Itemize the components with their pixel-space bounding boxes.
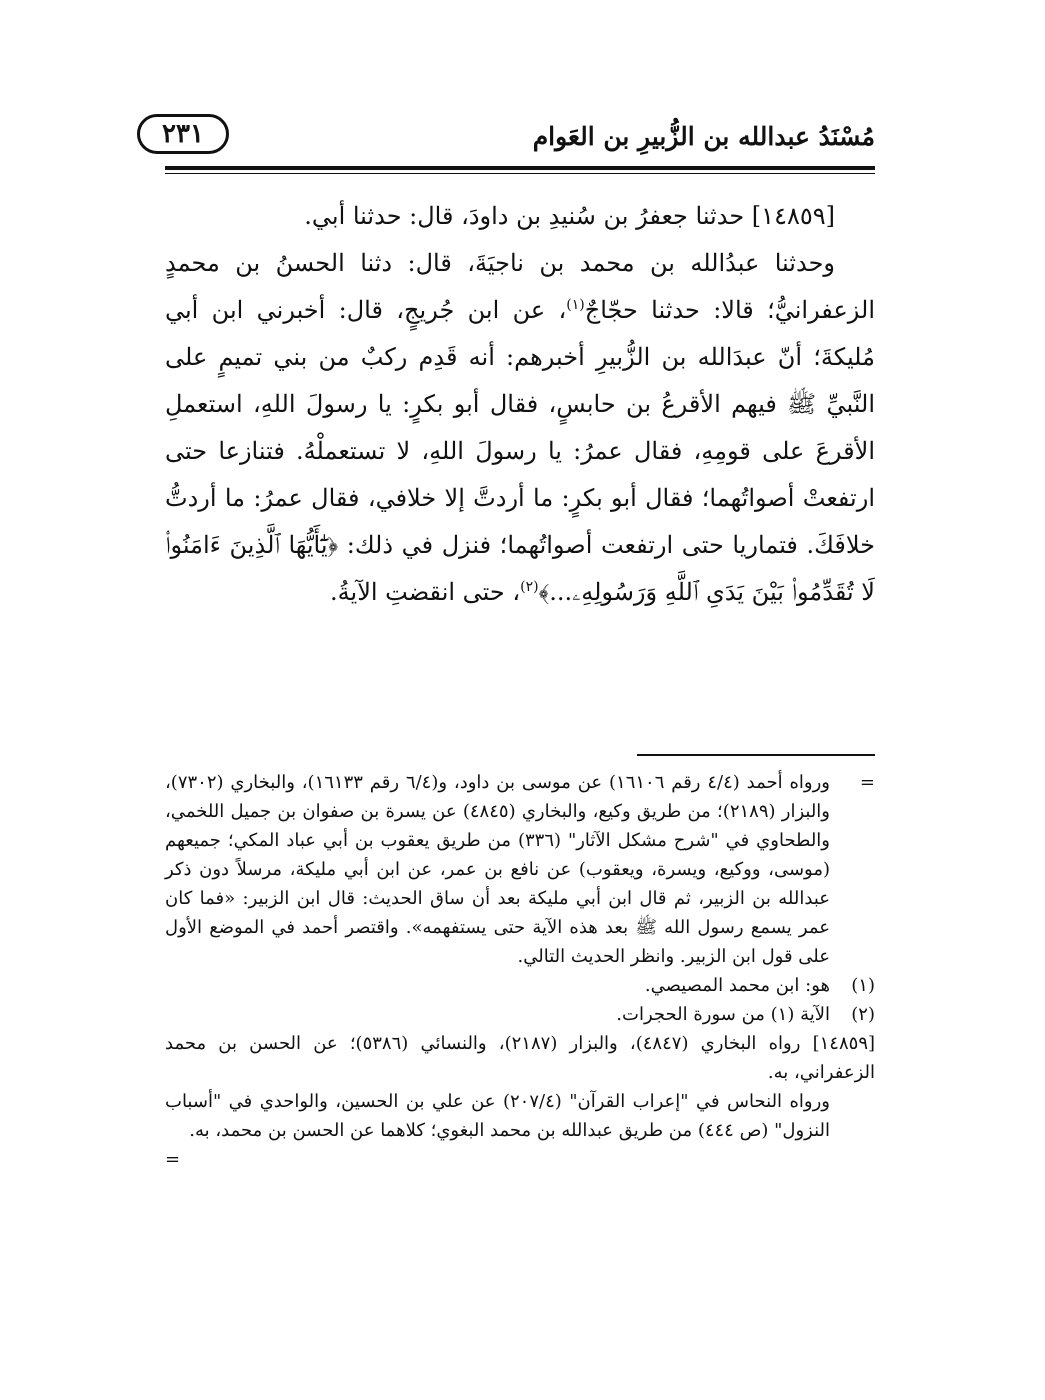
continuation-marker: = (859, 772, 875, 793)
main-text (165, 193, 875, 616)
page-number-badge (137, 114, 229, 154)
footnote-2-marker: (٢) (851, 1004, 875, 1025)
continuation-end-marker: = (165, 1149, 181, 1170)
footnote-continuation (165, 768, 875, 971)
hadith-body (165, 240, 875, 616)
footnote-2-text: الآية (١) من سورة الحجرات. (616, 1004, 830, 1025)
footnotes (165, 768, 875, 1174)
continuation-text: ورواه أحمد (٤/٤ رقم ١٦١٠٦) عن موسى بن داود، و(٦/٤ رقم ١٦١٣٣)، والبخاري (٧٣٠٢)، والبزار (٢١٨٩)؛ من طريق وكيع، والبخاري (٤٨٤٥) عن يسرة بن صفوان بن جميل اللخمي، والطحاوي في "شرح مشكل الآثار" (٣٣٦) من طريق يعقوب بن أبي عباد المكي؛ جميعهم (موسى، ووكيع، ويسرة، ويعقوب) عن نافع بن عمر، عن ابن أبي مليكة، مرسلاً دون ذكر عبدالله بن الزبير، ثم قال ابن أبي مليكة بعد أن ساق الحديث: قال ابن الزبير: «فما كان عمر يسمع رسول الله ﷺ بعد هذه الآية حتى يستفهمه». واقتصر أحمد في الموضع الأول على قول ابن الزبير. وانظر الحديث التالي. (165, 772, 831, 967)
footnote-2 (165, 1000, 875, 1029)
page-number: ٢٣١ (162, 119, 204, 149)
footnote-ref-1: (١) (566, 297, 585, 313)
hadith-body-part2: ، عن ابن جُريجٍ، قال: أخبرني ابن أبي مُليكةَ؛ أنّ عبدَالله بن الزُّبيرِ أخبرهم: أنه قَدِم ركبٌ من بني تميمٍ على النَّبيِّ ﷺ فيهم الأقرعُ بن حابسٍ، فقال أبو بكرٍ: يا رسولَ اللهِ، استعملِ الأقرعَ على قومِهِ، فقال عمرُ: يا رسولَ اللهِ، لا تستعملْهُ. فتنازعا حتى ارتفعتْ أصواتُهما؛ فقال أبو بكرٍ: ما أردتَّ إلا خلافي، فقال عمرُ: ما أردتُّ خلافَكَ. فتماريا حتى ارتفعت أصواتُهما؛ فنزل في ذلك: (165, 296, 876, 559)
quran-verse: ﴿يَٰٓأَيُّهَا ٱلَّذِينَ ءَامَنُوا۟ لَا تُقَدِّمُوا۟ بَيْنَ يَدَىِ ٱللَّهِ وَرَسُولِهِۦ...﴾ (165, 531, 875, 606)
header-rule-thin (165, 173, 875, 174)
hadith-body-part1: وحدثنا عبدُالله بن محمد بن ناجيَةَ، قال: دثنا الحسنُ بن محمدٍ الزعفرانيُّ؛ قالا: حدثنا حجّاجٌ (165, 249, 875, 324)
takhrij-line-1: [١٤٨٥٩] رواه البخاري (٤٨٤٧)، والبزار (٢١٨٧)، والنسائي (٥٣٨٦)؛ عن الحسن بن محمد الزعفراني، به. (165, 1033, 876, 1083)
footnote-ref-2: (٢) (520, 579, 539, 595)
takhrij-line-2: ورواه النحاس في "إعراب القرآن" (٢٠٧/٤) عن علي بن الحسين، والواحدي في "أسباب النزول" (ص ٤٤٤) من طريق عبدالله بن محمد البغوي؛ كلاهما عن الحسن بن محمد، به. (165, 1091, 830, 1141)
hadith-body-part3: ، حتى انقضتِ الآيةُ. (330, 578, 521, 606)
running-header-title: مُسْنَدُ عبدالله بن الزُّبيرِ بن العَوام (532, 122, 875, 151)
header-rule-thick (165, 166, 875, 170)
footnote-1 (165, 971, 875, 1000)
footnote-separator (637, 754, 875, 756)
footnote-1-marker: (١) (851, 975, 875, 996)
hadith-heading: [١٤٨٥٩] حدثنا جعفرُ بن سُنيدِ بن داودَ، قال: حدثنا أبي. (304, 202, 835, 230)
footnote-1-text: هو: ابن محمد المصيصي. (644, 975, 830, 996)
